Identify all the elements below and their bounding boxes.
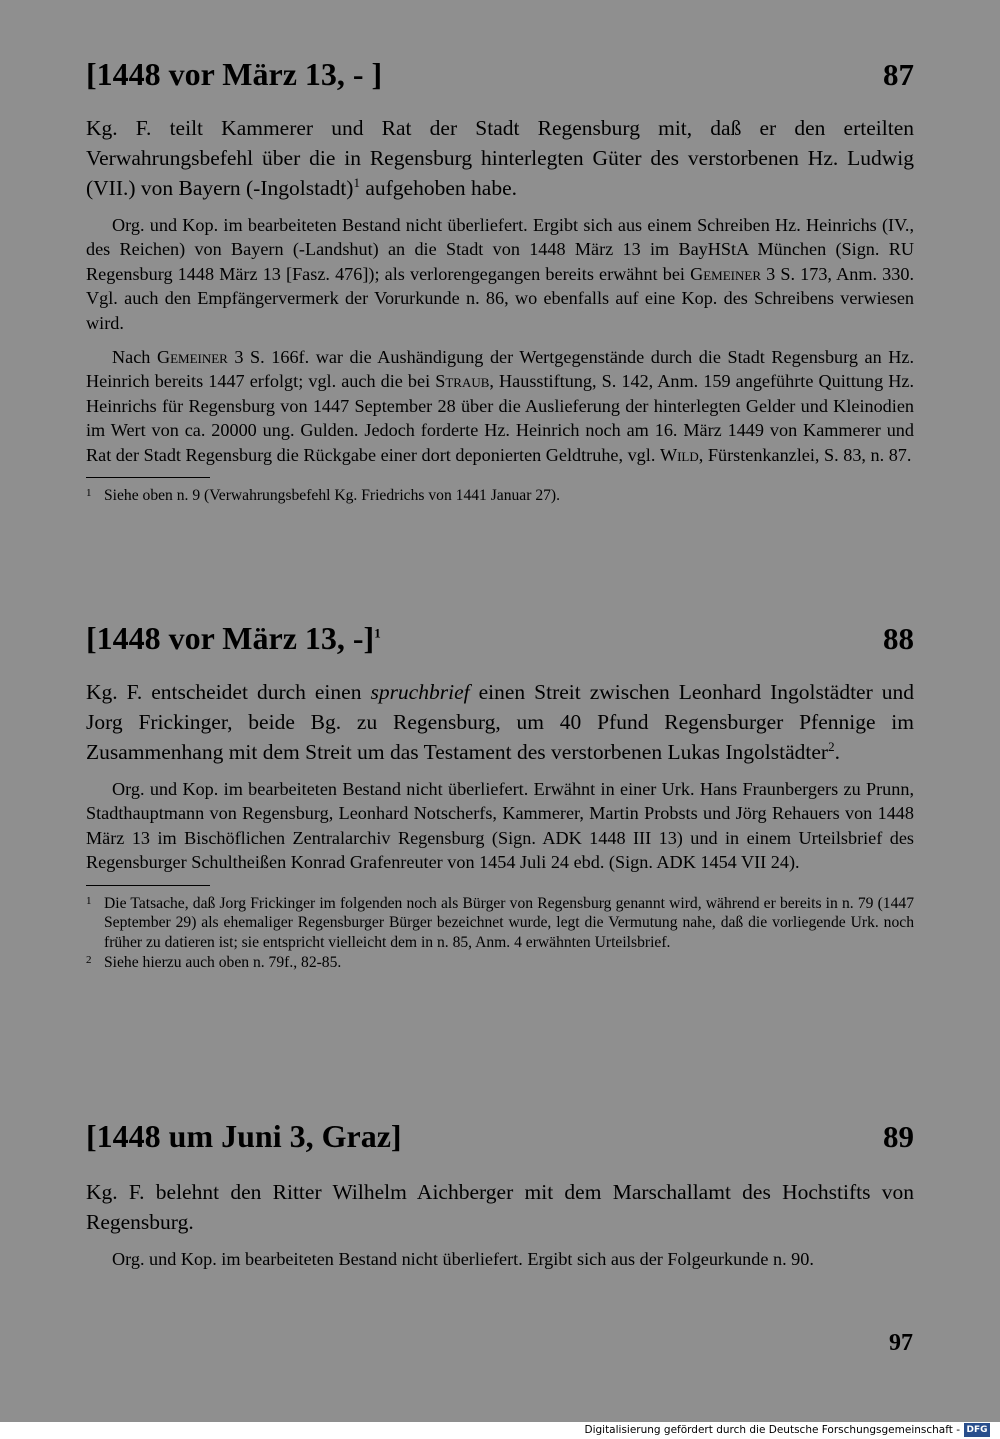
entry-88 (86, 620, 914, 973)
regest-text: Kg. F. teilt Kammerer und Rat der Stadt Regensburg mit, daß er den erteilten Verwahrungsbefehl über die in Regensburg hinterlegten Güter des verstorbenen Hz. Ludwig (VII.) von Bayern (-Ingolstadt)$^1$ aufgehoben habe. (86, 116, 914, 200)
footnote: 1 Die Tatsache, daß Jorg Frickinger im folgenden noch als Bürger von Regensburg genannt wird, während er bereits in n. 79 (1447 September 29) als ehemaliger Regensburger Bürger bezeichnet wurde, legt die Vermutung nahe, daß die vorliegende Urk. noch früher zu datieren ist; sie entspricht vielleicht dem in n. 85, Anm. 4 erwähnten Urteilsbrief. (86, 894, 914, 952)
funding-credit: Digitalisierung gefördert durch die Deutsche Forschungsgemeinschaft - (584, 1424, 960, 1436)
entry-title: [1448 um Juni 3, Graz] (86, 1118, 402, 1154)
footnote-ref: 1 (353, 174, 360, 190)
footnote-divider (86, 477, 210, 478)
footnote: 1 Siehe oben n. 9 (Verwahrungsbefehl Kg. Friedrichs von 1441 Januar 27). (86, 487, 561, 505)
page-number: 97 (889, 1330, 913, 1356)
footnote-ref: 2 (828, 738, 835, 754)
footnote-ref: 1 (374, 625, 381, 641)
entry-number: 89 (883, 1119, 914, 1154)
regest-text: Kg. F. belehnt den Ritter Wilhelm Aichberger mit dem Marschallamt des Hochstifts von Regensburg. (86, 1180, 914, 1234)
footer-bar (0, 1422, 1000, 1439)
entry-89 (86, 1118, 914, 1271)
entry-heading (86, 1118, 914, 1155)
footnote: 2 Siehe hierzu auch oben n. 79f., 82-85. (86, 954, 342, 972)
comment-paragraph: Org. und Kop. im bearbeiteten Bestand nicht überliefert. Ergibt sich aus der Folgeurkunde n. 90. (112, 1249, 814, 1269)
entry-number: 87 (883, 57, 914, 92)
entry-number: 88 (883, 621, 914, 656)
dfg-logo-icon: DFG (964, 1423, 990, 1437)
entry-heading (86, 620, 914, 657)
comment-paragraph: Nach Gemeiner 3 S. 166f. war die Aushändigung der Wertgegenstände durch die Stadt Regensburg an Hz. Heinrich bereits 1447 erfolgt; vgl. auch die bei Straub, Hausstiftung, S. 142, Anm. 159 angeführte Quittung Hz. Heinrichs für Regensburg von 1447 September 28 über die Auslieferung der hinterlegten Gelder und Kleinodien im Wert von ca. 20000 ung. Gulden. Jedoch forderte Hz. Heinrich noch am 16. März 1449 von Kammerer und Rat der Stadt Regensburg die Rückgabe einer dort deponierten Geldtruhe, vgl. Wild, Fürstenkanzlei, S. 83, n. 87. (86, 347, 914, 465)
entry-title: [1448 vor März 13, - ] (86, 56, 383, 92)
regest-text: Kg. F. entscheidet durch einen spruchbrief einen Streit zwischen Leonhard Ingolstädter und Jorg Frickinger, beide Bg. zu Regensburg, um 40 Pfund Regensburger Pfennige im Zusammenhang mit dem Streit um das Testament des verstorbenen Lukas Ingolstädter$^2$. (86, 680, 914, 764)
entry-87 (86, 56, 914, 506)
comment-paragraph: Org. und Kop. im bearbeiteten Bestand nicht überliefert. Ergibt sich aus einem Schreiben Hz. Heinrichs (IV., des Reichen) von Bayern (-Landshut) an die Stadt von 1448 März 13 im BayHStA München (Sign. RU Regensburg 1448 März 13 [Fasz. 476]); als verlorengegangen bereits erwähnt bei Gemeiner 3 S. 173, Anm. 330. Vgl. auch den Empfängervermerk der Vorurkunde n. 86, wo ebenfalls auf eine Kop. des Schreibens verwiesen wird. (86, 215, 914, 333)
footnote-divider (86, 885, 210, 886)
entry-heading (86, 56, 914, 93)
entry-title: [1448 vor März 13, -]$^1$ (86, 620, 381, 656)
comment-paragraph: Org. und Kop. im bearbeiteten Bestand nicht überliefert. Erwähnt in einer Urk. Hans Fraunbergers zu Prunn, Stadthauptmann von Regensburg, Leonhard Notscherfs, Kammerer, Martin Probsts und Jörg Rehauers von 1448 März 13 im Bischöflichen Zentralarchiv Regensburg (Sign. ADK 1448 III 13) und in einem Urteilsbrief des Regensburger Schultheißen Konrad Grafenreuter von 1454 Juli 24 ebd. (Sign. ADK 1454 VII 24). (86, 779, 914, 873)
